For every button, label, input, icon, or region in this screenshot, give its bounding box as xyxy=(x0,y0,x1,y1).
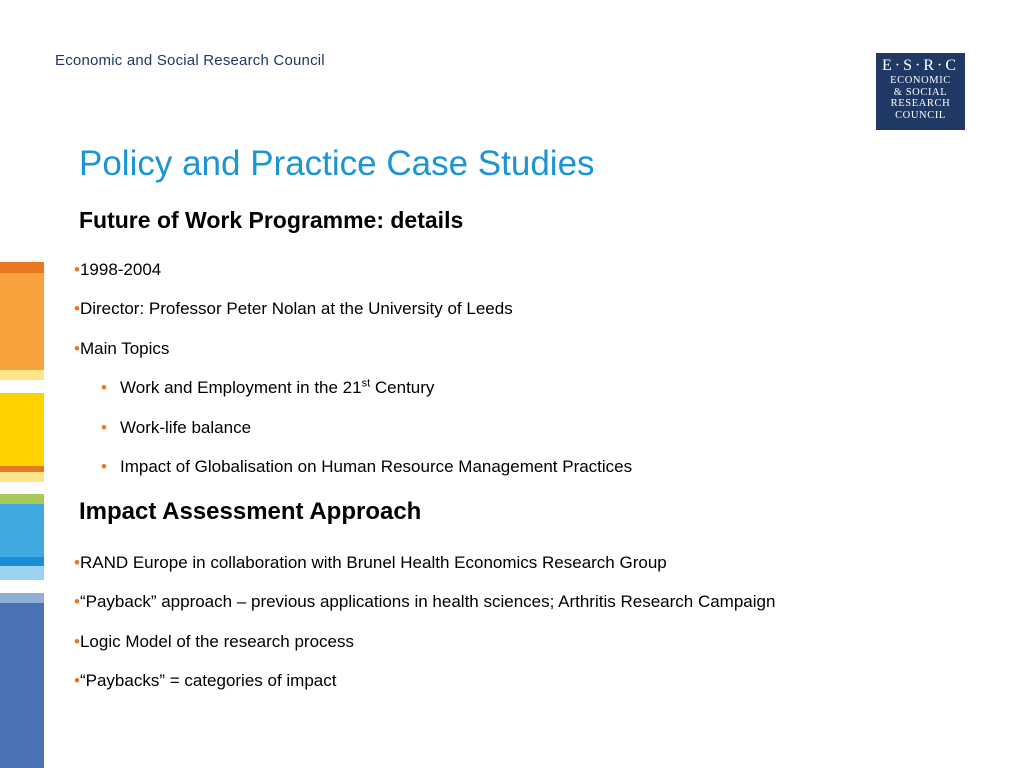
stripe xyxy=(0,566,44,580)
stripe xyxy=(0,370,44,380)
logo-line: & SOCIAL xyxy=(893,86,948,98)
bullet-item xyxy=(74,339,169,359)
bullet-text: Century xyxy=(370,378,435,397)
org-name: Economic and Social Research Council xyxy=(55,52,325,69)
bullet-text: 1998-2004 xyxy=(79,260,162,279)
bullet-dot: • xyxy=(74,592,80,611)
decorative-stripes xyxy=(0,0,44,768)
bullet-text: Director: Professor Peter Nolan at the University of Leeds xyxy=(79,299,513,318)
stripe xyxy=(0,273,44,370)
logo-line: COUNCIL xyxy=(895,109,946,121)
bullet-text: Main Topics xyxy=(79,339,170,358)
bullet-item xyxy=(74,671,336,691)
bullet-item xyxy=(74,553,667,573)
bullet-dot: • xyxy=(74,632,80,651)
logo-line: RESEARCH xyxy=(890,98,951,109)
bullet-item xyxy=(74,299,513,319)
bullet-item xyxy=(74,260,161,280)
bullet-text: Logic Model of the research process xyxy=(79,632,354,651)
stripe xyxy=(0,262,44,273)
stripe xyxy=(0,393,44,466)
bullet-text: “Payback” approach – previous applications in health sciences; Arthritis Research Campaign xyxy=(79,592,776,611)
bullet-dot: • xyxy=(101,457,107,476)
logo-line: ECONOMIC xyxy=(890,75,951,86)
section-heading: Impact Assessment Approach xyxy=(79,498,422,525)
bullet-text: RAND Europe in collaboration with Brunel Health Economics Research Group xyxy=(79,553,667,572)
stripe xyxy=(0,580,44,593)
bullet-dot: • xyxy=(74,671,80,690)
bullet-dot: • xyxy=(74,339,80,358)
bullet-dot: • xyxy=(101,378,107,397)
bullet-item xyxy=(74,592,775,612)
stripe xyxy=(0,603,44,768)
slide-title: Policy and Practice Case Studies xyxy=(79,144,595,183)
bullet-text: “Paybacks” = categories of impact xyxy=(79,671,337,690)
sub-bullet-item xyxy=(101,457,632,477)
bullet-text: Work-life balance xyxy=(120,418,252,437)
stripe xyxy=(0,593,44,603)
logo-line: E·S·R·C xyxy=(882,57,959,74)
stripe xyxy=(0,504,44,557)
bullet-dot: • xyxy=(74,299,80,318)
bullet-dot: • xyxy=(74,553,80,572)
stripe xyxy=(0,494,44,504)
superscript: st xyxy=(361,377,371,390)
stripe xyxy=(0,482,44,494)
bullet-dot: • xyxy=(74,260,80,279)
stripe xyxy=(0,557,44,566)
bullet-text: Impact of Globalisation on Human Resource Management Practices xyxy=(120,457,633,476)
stripe xyxy=(0,472,44,482)
bullet-text: Work and Employment in the 21 xyxy=(120,378,362,397)
sub-bullet-item xyxy=(101,378,434,398)
stripe xyxy=(0,380,44,393)
section-heading: Future of Work Programme: details xyxy=(79,207,464,233)
bullet-item xyxy=(74,632,354,652)
bullet-dot: • xyxy=(101,418,107,437)
esrc-logo xyxy=(876,53,965,130)
sub-bullet-item xyxy=(101,418,251,438)
